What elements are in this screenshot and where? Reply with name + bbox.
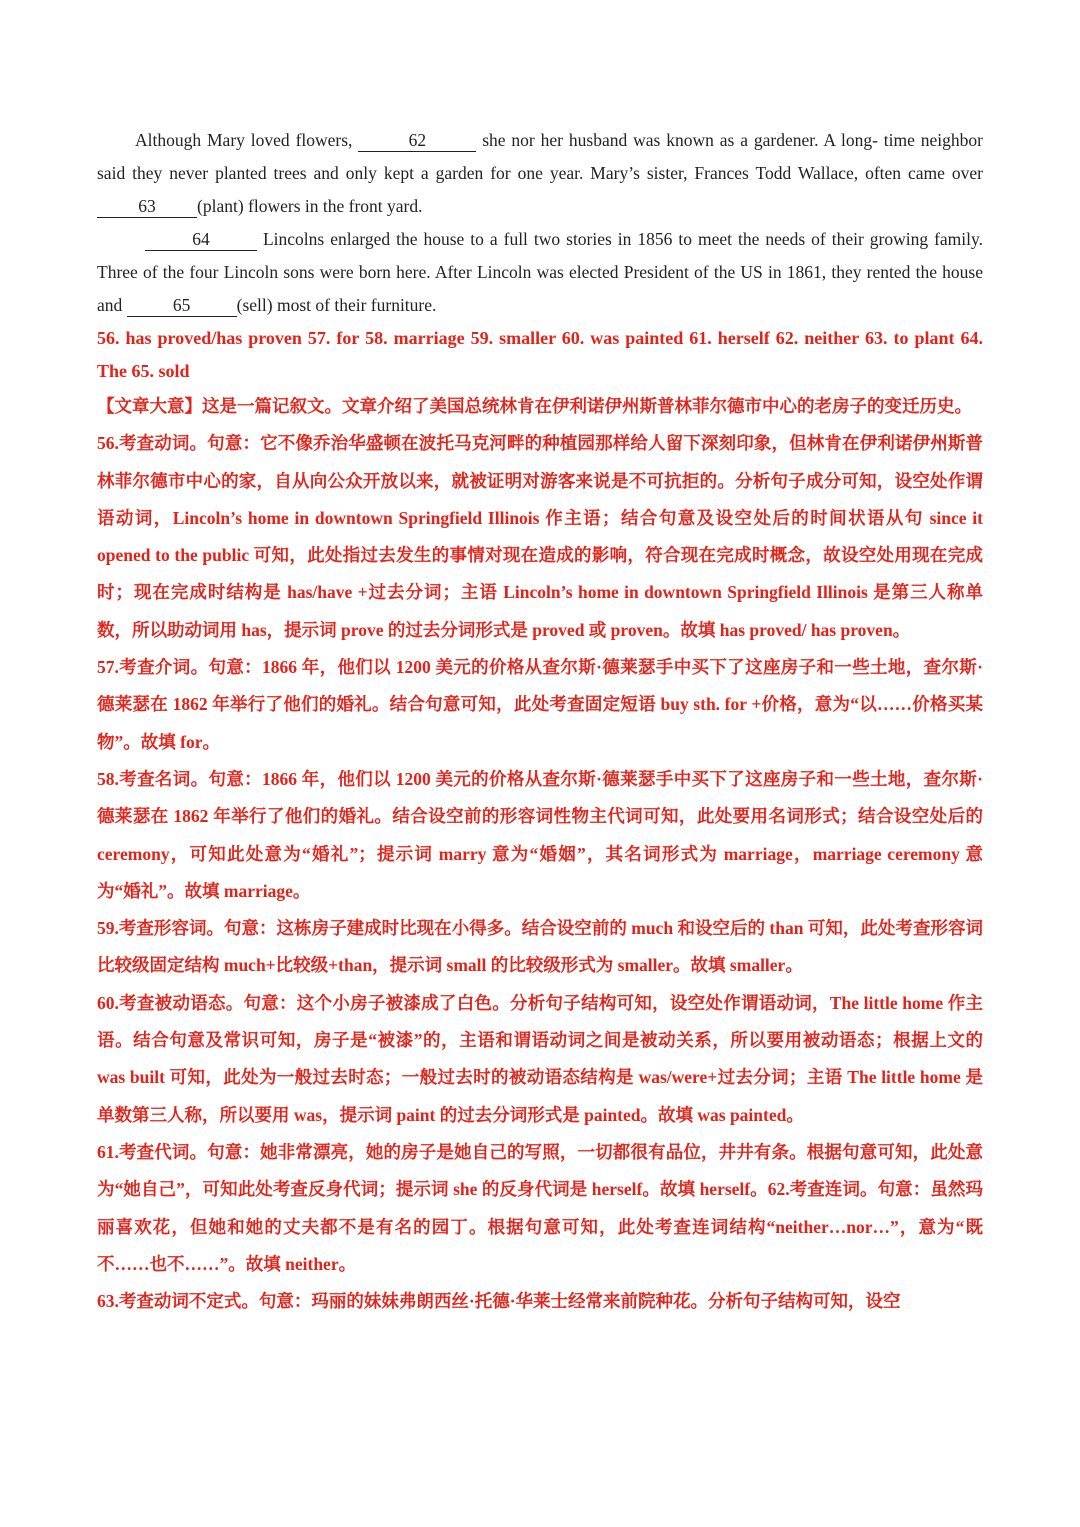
blank-65: 65 <box>127 294 237 317</box>
passage-text: she nor her husband was known as a gardener. A long- time neighbor said they never planted trees and only kept a garden for one year. Mary’s sister, Frances Todd Wallace, often came over <box>97 130 983 183</box>
passage-text: (plant) flowers in the front yard. <box>197 196 423 216</box>
passage-text: Although Mary loved flowers, <box>135 130 359 150</box>
explanation-61-62: 61.考查代词。句意：她非常漂亮，她的房子是她自己的写照，一切都很有品位，井井有条。根据句意可知，此处意为“她自己”，可知此处考查反身代词；提示词 she 的反身代词是 herself。故填 herself。62.考查连词。句意：虽然玛丽喜欢花，但她和她的丈夫都不是有名的园丁。根据句意可知，此处考查连词结构“neither…nor…”，意为“既不……也不……”。故填 neither。 <box>97 1141 983 1274</box>
passage-paragraph-1 <box>97 124 983 223</box>
explanation-59: 59.考查形容词。句意：这栋房子建成时比现在小得多。结合设空前的 much 和设空后的 than 可知，此处考查形容词比较级固定结构 much+比较级+than，提示词 small 的比较级形式为 smaller。故填 smaller。 <box>97 918 983 976</box>
passage-text: (sell) most of their furniture. <box>236 295 437 315</box>
blank-64: 64 <box>145 228 257 251</box>
explanation-58: 58.考查名词。句意：1866 年，他们以 1200 美元的价格从查尔斯·德莱瑟手中买下了这座房子和一些土地，查尔斯·德莱瑟在 1862 年举行了他们的婚礼。结合设空前的形容词性物主代词可知，此处要用名词形式；结合设空处后的 ceremony，可知此处意为“婚礼”；提示词 marry 意为“婚姻”，其名词形式为 marriage，marriage ceremony 意为“婚礼”。故填 marriage。 <box>97 768 983 901</box>
explanation-56: 56.考查动词。句意：它不像乔治华盛顿在波托马克河畔的种植园那样给人留下深刻印象，但林肯在伊利诺伊州斯普林菲尔德市中心的家，自从向公众开放以来，就被证明对游客来说是不可抗拒的。分析句子成分可知，设空处作谓语动词，Lincoln’s home in downtown Springfield Illinois 作主语；结合句意及设空处后的时间状语从句 since it opened to the public 可知，此处指过去发生的事情对现在造成的影响，符合现在完成时概念，故设空处用现在完成时；现在完成时结构是 has/have +过去分词；主语 Lincoln’s home in downtown Springfield Illinois 是第三人称单数，所以助动词用 has，提示词 prove 的过去分词形式是 proved 或 proven。故填 has proved/ has proven。 <box>97 433 983 640</box>
explanation-60: 60.考查被动语态。句意：这个小房子被漆成了白色。分析句子结构可知，设空处作谓语动词，The little home 作主语。结合句意及常识可知，房子是“被漆”的，主语和谓语动词之间是被动关系，所以要用被动语态；根据上文的 was built 可知，此处为一般过去时态；一般过去时的被动语态结构是 was/were+过去分词；主语 The little home 是单数第三人称，所以要用 was，提示词 paint 的过去分词形式是 painted。故填 was painted。 <box>97 992 983 1125</box>
passage-text: Lincolns enlarged the house to a full two stories in 1856 to meet the needs of their growing family. Three of the four Lincoln sons were born here. After Lincoln was elected President of the US in 1861, they rented the house and <box>97 229 983 315</box>
passage-paragraph-2 <box>97 223 983 322</box>
explanation-57: 57.考查介词。句意：1866 年，他们以 1200 美元的价格从查尔斯·德莱瑟手中买下了这座房子和一些土地，查尔斯·德莱瑟在 1862 年举行了他们的婚礼。结合句意可知，此处考查固定短语 buy sth. for +价格，意为“以……价格买某物”。故填 for。 <box>97 657 983 752</box>
explanation-63: 63.考查动词不定式。句意：玛丽的妹妹弗朗西丝·托德·华莱士经常来前院种花。分析句子结构可知，设空 <box>97 1291 901 1312</box>
article-summary: 【文章大意】这是一篇记叙文。文章介绍了美国总统林肯在伊利诺伊州斯普林菲尔德市中心的老房子的变迁历史。 <box>97 396 972 416</box>
document-page <box>97 124 983 1320</box>
blank-62: 62 <box>358 129 476 152</box>
answer-key: 56. has proved/has proven 57. for 58. marriage 59. smaller 60. was painted 61. herself 62. neither 63. to plant 64. The 65. sold <box>97 328 983 381</box>
blank-63: 63 <box>97 195 197 218</box>
